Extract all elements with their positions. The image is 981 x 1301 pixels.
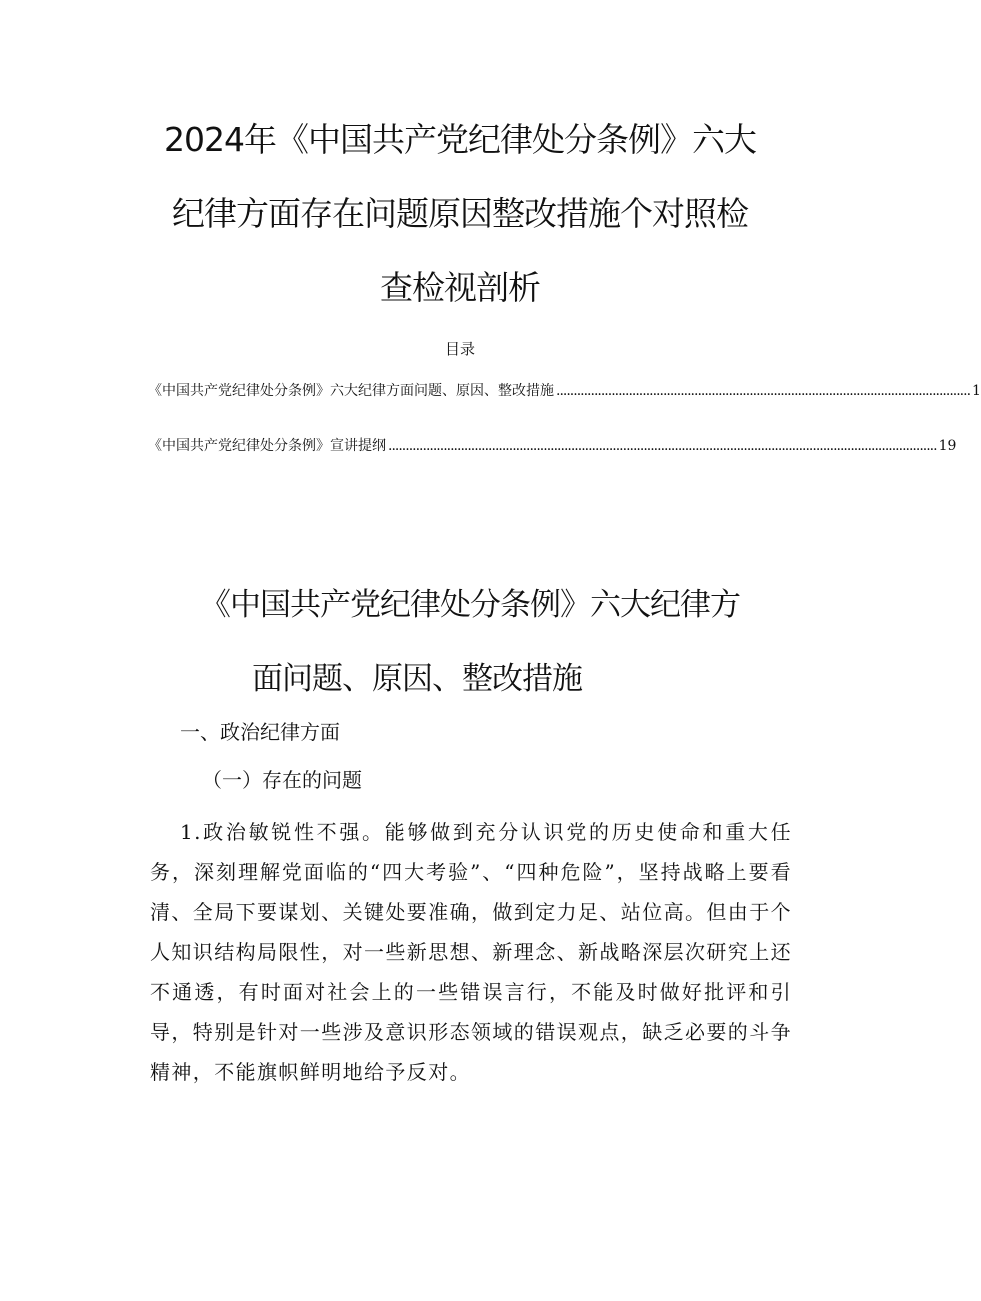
paragraph-political-sensitivity: 1.政治敏锐性不强。能够做到充分认识党的历史使命和重大任务，深刻理解党面临的“四大考验”、“四种危险”，坚持战略上要看清、全局下要谋划、关键处要准确，做到定力足、站位高。但由于个人知识结构局限性，对一些新思想、新理念、新战略深层次研究上还不通透，有时面对社会上的一些错误言行，不能及时做好批评和引导，特别是针对一些涉及意识形态领域的错误观点，缺乏必要的斗争精神，不能旗帜鲜明地给予反对。 (150, 820, 792, 1084)
toc-entry-2[interactable] (148, 435, 957, 455)
toc-entry-1[interactable] (148, 380, 981, 400)
toc-entry-title: 《中国共产党纪律处分条例》六大纪律方面问题、原因、整改措施 (148, 383, 554, 399)
document-title (110, 103, 810, 325)
document-title-line-3: 查检视剖析 (380, 268, 540, 307)
document-title-line-2: 纪律方面存在问题原因整改措施个对照检 (172, 194, 748, 233)
toc-leader: ............................................................................................................................................................... (388, 438, 937, 454)
section-title (200, 568, 800, 716)
section-title-line-2: 面问题、原因、整改措施 (252, 661, 582, 697)
section-title-line-1: 《中国共产党纪律处分条例》六大纪律方 (200, 587, 740, 623)
toc-heading: 目录 (444, 340, 475, 358)
toc-leader: ........................................................................................................................ (556, 383, 971, 399)
toc-page-number: 1 (972, 383, 981, 399)
toc-page-number: 19 (938, 438, 957, 454)
heading-political-discipline: 一、政治纪律方面 (180, 720, 340, 744)
toc-entry-title: 《中国共产党纪律处分条例》宣讲提纲 (148, 438, 386, 454)
heading-existing-problems: （一）存在的问题 (202, 768, 362, 792)
document-title-line-1: 2024年《中国共产党纪律处分条例》六大 (164, 120, 756, 159)
